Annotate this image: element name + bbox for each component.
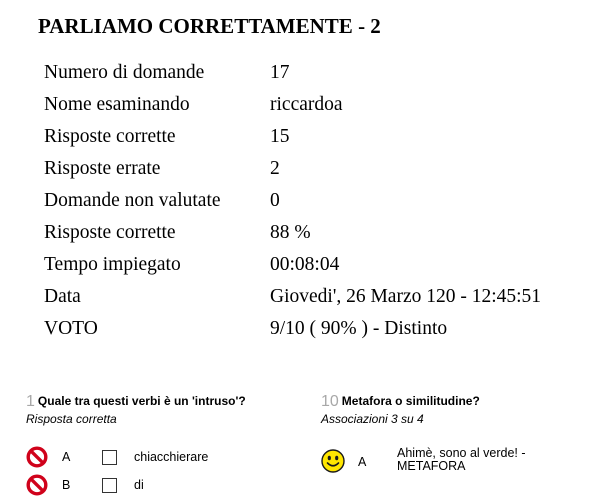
page-title: PARLIAMO CORRETTAMENTE - 2: [38, 14, 381, 38]
stat-value: riccardoa: [270, 94, 343, 115]
stat-value: 00:08:04: [270, 254, 340, 275]
stat-label: Risposte errate: [44, 158, 161, 179]
stat-label: VOTO: [44, 318, 98, 339]
association-option-a: [321, 447, 591, 479]
stat-label: Risposte corrette: [44, 222, 176, 243]
option-letter: B: [62, 478, 71, 492]
answer-option-b: [26, 474, 306, 498]
question-result: Associazioni 3 su 4: [321, 412, 424, 426]
smiley-icon: [321, 449, 345, 473]
stat-label: Domande non valutate: [44, 190, 221, 211]
stat-label: Data: [44, 286, 81, 307]
option-letter: A: [358, 455, 367, 469]
stat-value: Giovedi', 26 Marzo 120 - 12:45:51: [270, 286, 542, 307]
association-text: [397, 447, 577, 473]
answer-checkbox[interactable]: [102, 478, 117, 493]
no-entry-icon: [26, 446, 48, 468]
answer-option-a: [26, 446, 306, 470]
question-number: 10: [321, 393, 339, 410]
no-entry-icon: [26, 474, 48, 496]
question-number: 1: [26, 393, 35, 410]
stat-value: 2: [270, 158, 280, 179]
stat-value: 88 %: [270, 222, 311, 243]
stat-value: 9/10 ( 90% ) - Distinto: [270, 318, 448, 339]
association-answer: METAFORA: [397, 459, 466, 473]
stat-value: 15: [270, 126, 290, 147]
stat-label: Numero di domande: [44, 62, 205, 83]
option-letter: A: [62, 450, 71, 464]
association-phrase: Ahimè, sono al verde! -: [397, 446, 526, 460]
question-result: Risposta corretta: [26, 412, 117, 426]
question-text: Quale tra questi verbi è un 'intruso'?: [37, 394, 246, 408]
stat-label: Risposte corrette: [44, 126, 176, 147]
stat-label: Nome esaminando: [44, 94, 190, 115]
question-1: [26, 393, 306, 428]
question-10: [321, 393, 591, 428]
answer-checkbox[interactable]: [102, 450, 117, 465]
stat-value: 0: [270, 190, 280, 211]
question-text: Metafora o similitudine?: [341, 394, 480, 408]
option-text: di: [134, 478, 144, 492]
stat-label: Tempo impiegato: [44, 254, 181, 275]
stat-value: 17: [270, 62, 290, 83]
option-text: chiacchierare: [134, 450, 209, 464]
